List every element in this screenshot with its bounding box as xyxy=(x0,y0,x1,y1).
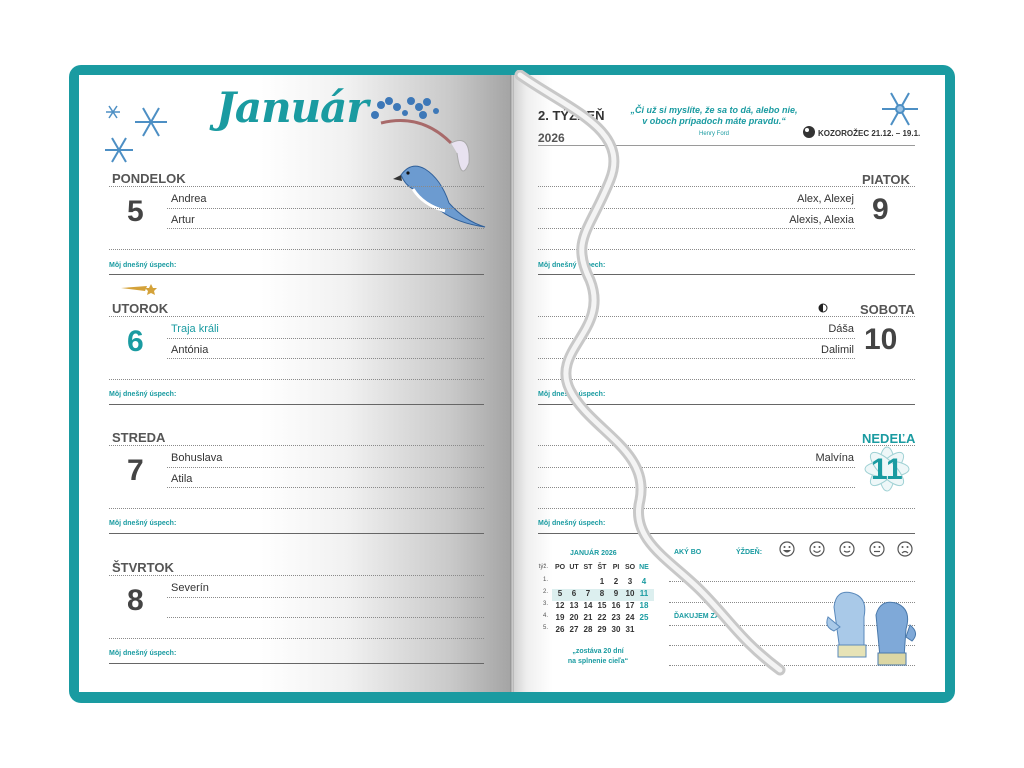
left-page xyxy=(79,75,511,692)
day-number: 9 xyxy=(872,193,889,226)
day-name: NEDEĽA xyxy=(862,431,916,446)
capricorn-icon xyxy=(802,125,816,139)
day-number: 11 xyxy=(871,453,903,486)
calendar-day: 26 xyxy=(555,625,565,634)
day-number: 6 xyxy=(127,325,144,358)
mini-calendar-title: JANUÁR 2026 xyxy=(570,550,617,557)
calendar-day: 5 xyxy=(557,589,563,598)
moon-phase-icon xyxy=(818,303,828,313)
mood-label: AKÝ BO xyxy=(674,549,702,556)
content-face-icon[interactable] xyxy=(838,540,856,558)
sad-face-icon[interactable] xyxy=(896,540,914,558)
week-year: 2026 xyxy=(538,131,565,145)
quote-author: Henry Ford xyxy=(698,131,729,137)
day-number: 5 xyxy=(127,195,144,228)
weekday-header: ŠT xyxy=(597,564,607,571)
day-number: 10 xyxy=(864,323,898,356)
success-label: Môj dnešný úspech: xyxy=(109,650,177,657)
thanks-label: ĎAKUJEM ZA xyxy=(674,613,720,620)
day-number: 8 xyxy=(127,584,144,617)
calendar-day: 27 xyxy=(569,625,579,634)
calendar-day: 29 xyxy=(597,625,607,634)
weekday-header: PO xyxy=(554,564,566,571)
name-day: Bohuslava xyxy=(171,452,223,464)
weekday-header: UT xyxy=(569,564,579,571)
happy-face-icon[interactable] xyxy=(808,540,826,558)
weekday-header: SO xyxy=(624,564,636,571)
week-number: 4. xyxy=(542,613,548,619)
day-name: UTOROK xyxy=(112,301,169,316)
calendar-day: 1 xyxy=(599,577,605,586)
name-day: Alexis, Alexia xyxy=(789,214,854,226)
week-column-label: týž. xyxy=(538,564,548,570)
neutral-face-icon[interactable] xyxy=(868,540,886,558)
success-label: Môj dnešný úspech: xyxy=(538,391,606,398)
week-number: 3. xyxy=(542,601,548,607)
success-label: Môj dnešný úspech: xyxy=(109,520,177,527)
calendar-day: 7 xyxy=(585,589,591,598)
goal-note-line-1: „zostáva 20 dní xyxy=(572,648,624,655)
calendar-day: 2 xyxy=(613,577,619,586)
mood-label-end: ÝŽDEŇ: xyxy=(736,549,763,556)
calendar-day: 20 xyxy=(569,613,579,622)
weekday-header: NE xyxy=(639,564,649,571)
zodiac-sign: KOZOROŽEC 21.12. – 19.1. xyxy=(818,129,921,138)
shooting-star-icon xyxy=(119,282,159,298)
calendar-day: 9 xyxy=(613,589,619,598)
day-name: PONDELOK xyxy=(112,171,186,186)
weekday-header: PI xyxy=(612,564,620,571)
success-label: Môj dnešný úspech: xyxy=(109,391,177,398)
success-label: Môj dnešný úspech: xyxy=(109,262,177,269)
calendar-day: 17 xyxy=(625,601,635,610)
calendar-day: 15 xyxy=(597,601,607,610)
calendar-day: 21 xyxy=(583,613,593,622)
name-day: Alex, Alexej xyxy=(797,193,854,205)
calendar-day: 25 xyxy=(639,613,649,622)
ribbon-bookmark xyxy=(510,70,800,680)
week-title: 2. TÝŽDEŇ xyxy=(538,108,605,123)
calendar-day: 24 xyxy=(625,613,635,622)
month-title: Január xyxy=(216,83,368,132)
snowflake-icon xyxy=(101,100,171,170)
day-name: STREDA xyxy=(112,430,166,445)
name-day: Artur xyxy=(171,214,195,226)
snowflake-icon xyxy=(878,87,922,131)
weekday-header: ST xyxy=(583,564,593,571)
calendar-day: 3 xyxy=(627,577,633,586)
success-label: Môj dnešný úspech: xyxy=(538,262,606,269)
goal-note-line-2: na splnenie cieľa“ xyxy=(567,658,629,665)
calendar-day: 23 xyxy=(611,613,621,622)
success-label: Môj dnešný úspech: xyxy=(538,520,606,527)
week-number: 5. xyxy=(542,625,548,631)
week-number: 1. xyxy=(542,577,548,583)
calendar-day: 12 xyxy=(555,601,565,610)
calendar-day: 6 xyxy=(571,589,577,598)
calendar-day: 31 xyxy=(625,625,635,634)
calendar-day: 10 xyxy=(625,589,635,598)
day-name: ŠTVRTOK xyxy=(112,560,174,575)
blue-jay-icon xyxy=(361,93,491,233)
quote-line-1: „Či už si myslíte, že sa to dá, alebo nie, xyxy=(630,105,798,115)
name-day: Andrea xyxy=(171,193,207,205)
calendar-day: 30 xyxy=(611,625,621,634)
day-number: 7 xyxy=(127,454,144,487)
calendar-day: 14 xyxy=(583,601,593,610)
day-name: SOBOTA xyxy=(860,302,915,317)
calendar-day: 13 xyxy=(569,601,579,610)
calendar-day: 8 xyxy=(599,589,605,598)
name-day: Malvína xyxy=(815,452,854,464)
calendar-day: 4 xyxy=(641,577,647,586)
day-name: PIATOK xyxy=(862,172,910,187)
calendar-day: 18 xyxy=(639,601,649,610)
name-day: Dáša xyxy=(828,323,854,335)
mittens-icon xyxy=(824,587,922,673)
calendar-day: 22 xyxy=(597,613,607,622)
calendar-day: 19 xyxy=(555,613,565,622)
name-day: Dalimil xyxy=(821,344,854,356)
quote-line-2: v oboch prípadoch máte pravdu.“ xyxy=(642,116,786,126)
calendar-day: 16 xyxy=(611,601,621,610)
holiday: Traja králi xyxy=(171,323,219,335)
calendar-day: 11 xyxy=(639,589,649,598)
name-day: Severín xyxy=(171,582,209,594)
week-number: 2. xyxy=(542,589,548,595)
name-day: Atila xyxy=(171,473,193,485)
calendar-day: 28 xyxy=(583,625,593,634)
name-day: Antónia xyxy=(171,344,209,356)
